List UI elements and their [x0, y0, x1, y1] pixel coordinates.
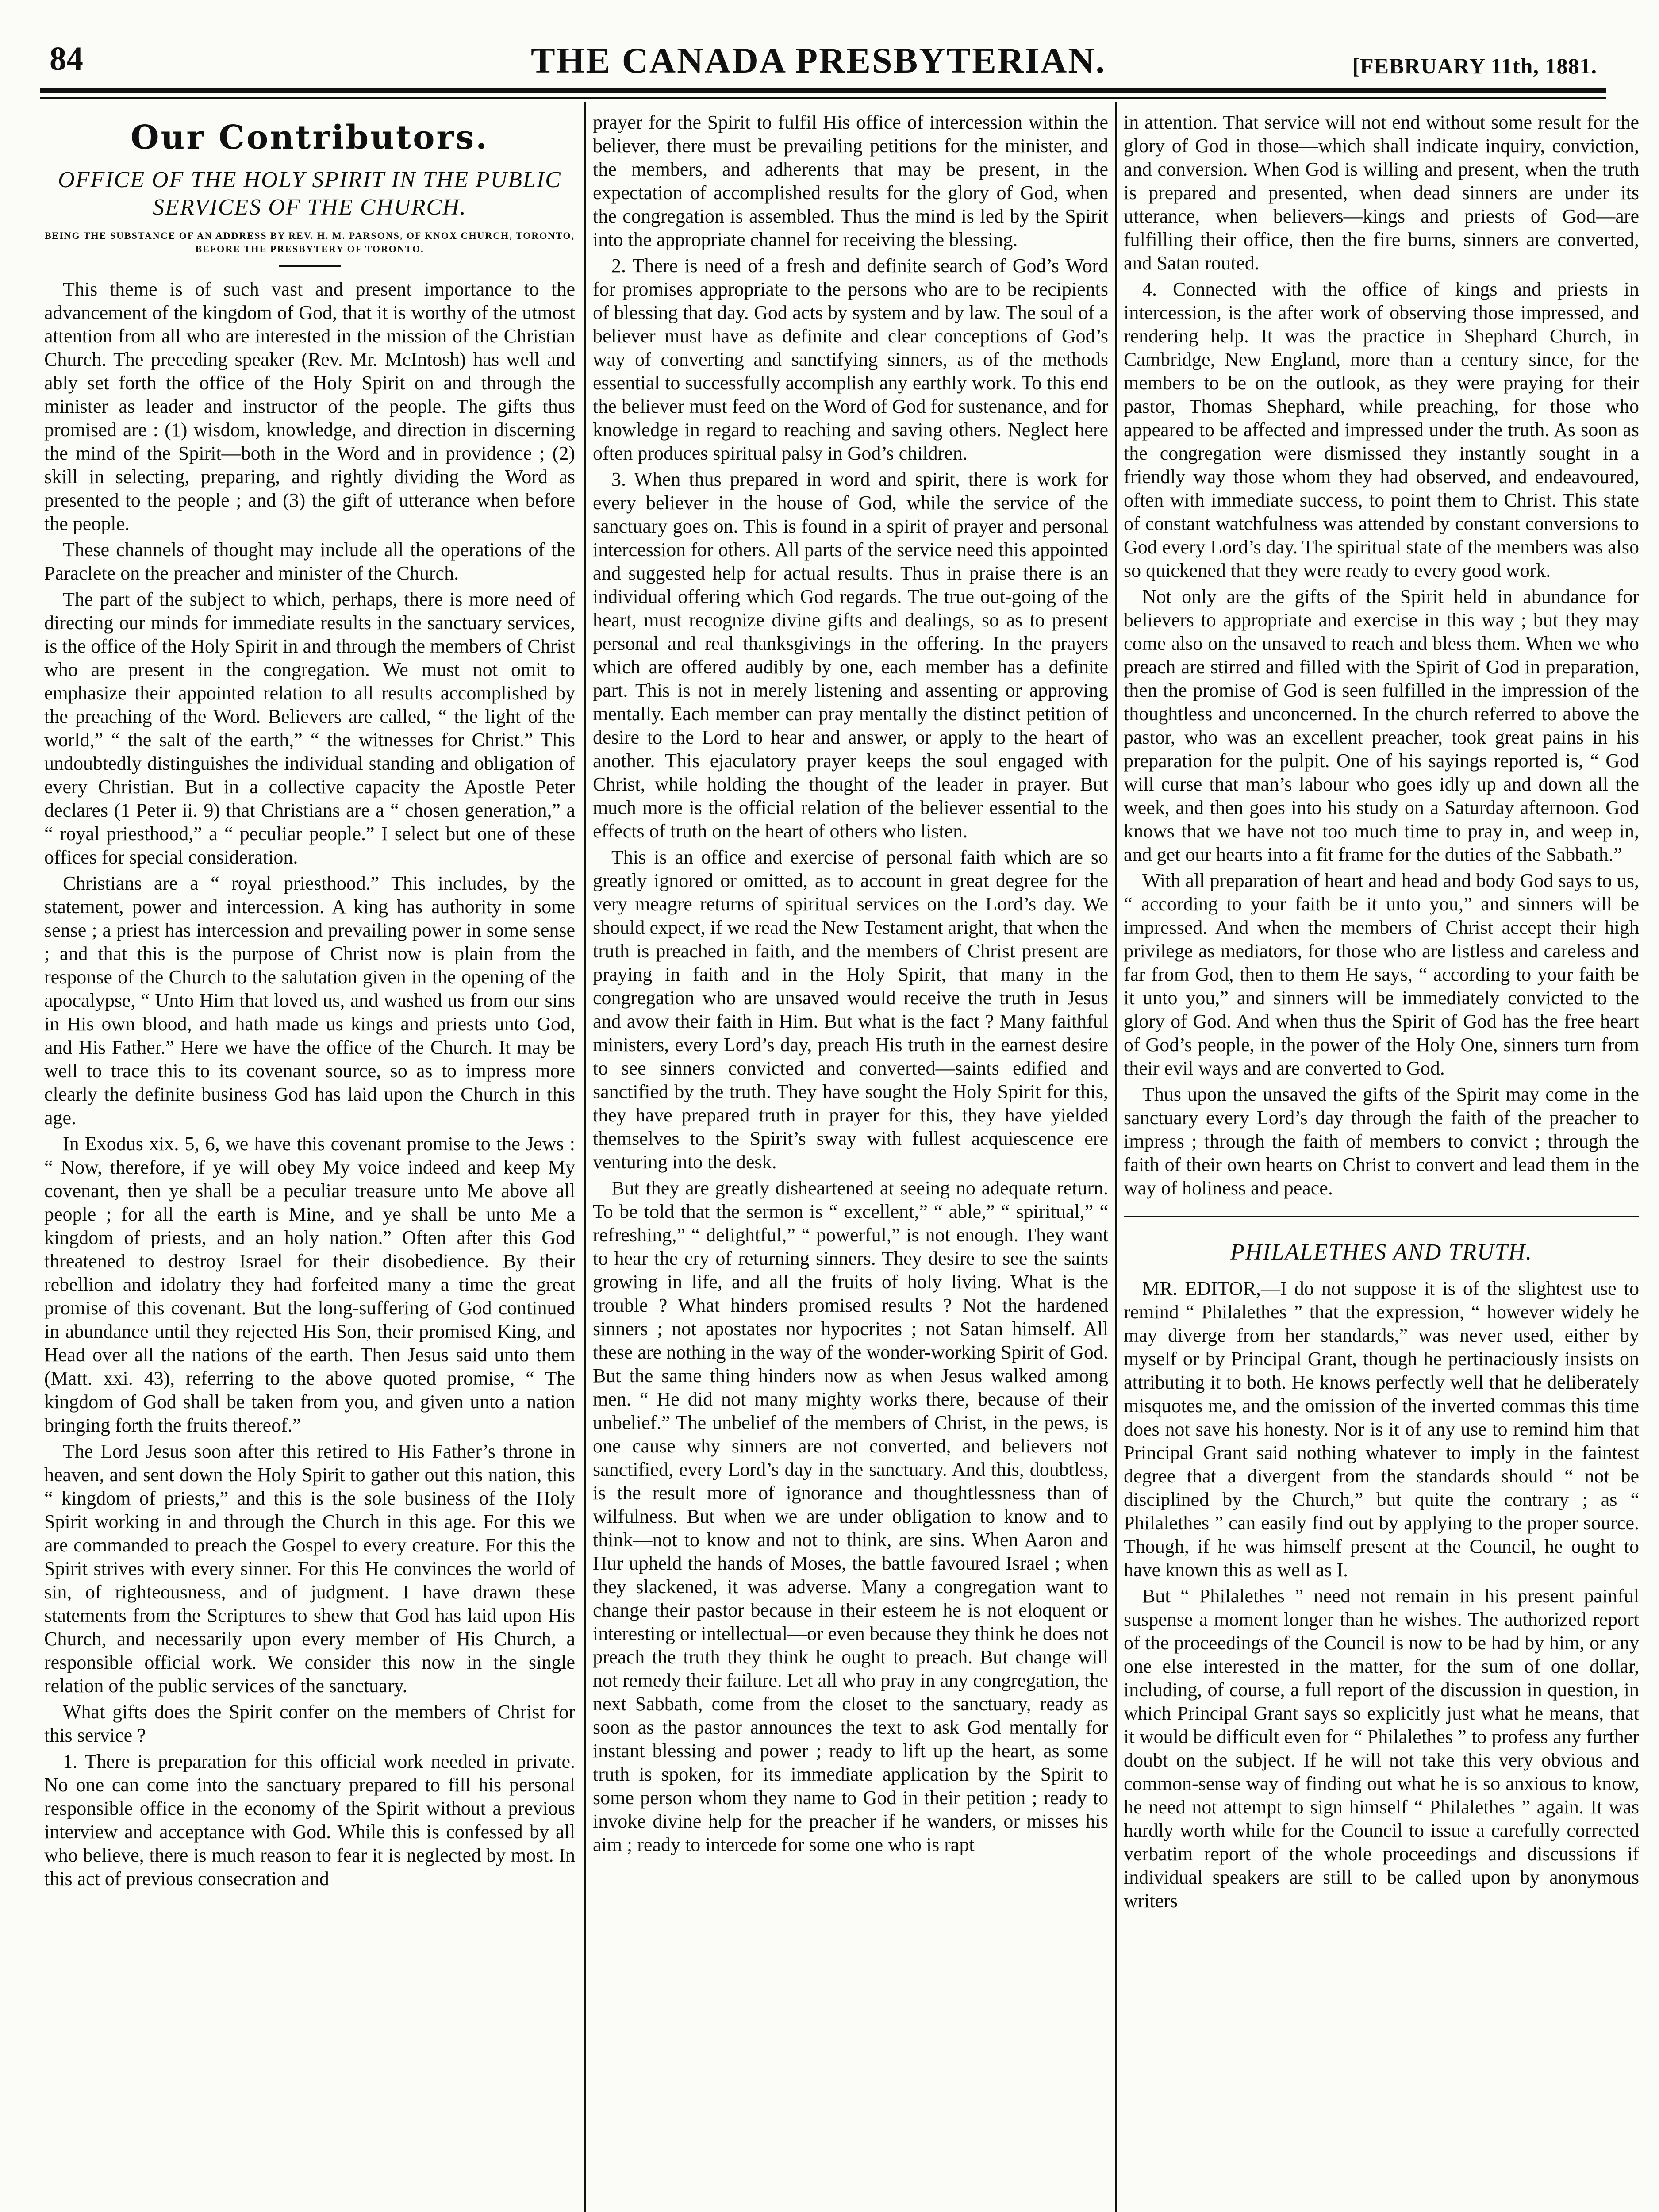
paragraph: MR. EDITOR,—I do not suppose it is of the slightest use to remind “ Philalethes ” that the expression, “ however widely he may diverge from her standards,” was never used, either by myself or by Principal Grant, though he pertinaciously insists on attributing it to both. He knows perfectly well that he deliberately misquotes me, and the omission of the inverted commas this time does not save his honesty. Nor is it of any use to remind him that Principal Grant said nothing whatever to imply in the faintest degree that a divergent from the standards should “ not be disciplined by the Church,” but quite the contrary ; as “ Philalethes ” can easily find out by applying to the proper source. Though, if he was himself present at the Council, he ought to have known this as well as I. [1124, 1278, 1639, 1581]
byline-rule [279, 265, 341, 267]
paragraph: 2. There is need of a fresh and definite search of God’s Word for promises appropriate to the persons who are to be recipients of blessing that day. God acts by system and by law. The soul of a believer must have as definite and clear conceptions of God’s way of converting and sanctifying sinners, as of the methods essential to successfully accomplish any earthly work. To this end the believer must feed on the Word of God for sustenance, and for knowledge in regard to reaching and saving others. Neglect here often produces spiritual palsy in God’s children. [593, 255, 1108, 464]
paragraph: But “ Philalethes ” need not remain in his present painful suspense a moment longer than he wishes. The authorized report of the proceedings of the Council is now to be had by him, or any one else interested in the matter, for the sum of one dollar, including, of course, a full report of the discussion in question, in which Principal Grant says so explicitly just what he means, that it would be difficult even for “ Philalethes ” to profess any further doubt on the subject. If he will not take this very obvious and common-sense way of finding out what he is so anxious to know, he need not attempt to sign himself “ Philalethes ” again. It was hardly worth while for the Council to issue a carefully corrected verbatim report of the whole proceedings and discussions if individual speakers are still to be called upon by anonymous writers [1124, 1585, 1639, 1912]
article-separator [1124, 1216, 1639, 1217]
paragraph: With all preparation of heart and head and body God says to us, “ according to your faith be it unto you,” and sinners will be impressed. And when the members of Christ accept their high privilege as mediators, for those who are listless and careless and far from God, then to them He says, “ according to your faith be it unto you,” and sinners will be immediately convicted to the glory of God. And when thus the Spirit of God has the free heart of God’s people, in the power of the Holy One, sinners turn from their evil ways and are converted to God. [1124, 870, 1639, 1079]
paragraph: This is an office and exercise of personal faith which are so greatly ignored or omitted, as to account in great degree for the very meagre returns of spiritual services on the Lord’s day. We should expect, if we read the New Testament aright, that when the truth is preached in faith, and the members of Christ present are praying in faith and in the Holy Spirit, that many in the congregation who are unsaved would receive the truth in Jesus and avow their faith in Him. But what is the fact ? Many faithful ministers, every Lord’s day, preach His truth in the earnest desire to see sinners convicted and converted—saints edified and sanctified by the truth. They have sought the Holy Spirit for this, they have prepared truth in prayer for this, they have yielded themselves to the Spirit’s sway with fullest acquiescence ere venturing into the desk. [593, 846, 1108, 1173]
paragraph: Christians are a “ royal priesthood.” This includes, by the statement, power and intercession. A king has authority in some sense ; a priest has intercession and prevailing power in some sense ; and that this is the purpose of Christ now is plain from the response of the Church to the salutation given in the opening of the apocalypse, “ Unto Him that loved us, and washed us from our sins in His own blood, and hath made us kings and priests unto God, and His Father.” Here we have the office of the Church. It may be well to trace this to its covenant source, so as to impress more clearly the definite business God has laid upon the Church in this age. [44, 872, 575, 1129]
masthead-rule-thick [40, 88, 1606, 93]
paragraph: Thus upon the unsaved the gifts of the Spirit may come in the sanctuary every Lord’s day through the faith of the preacher to impress ; through the faith of members to convict ; through the faith of their own hearts on Christ to convert and lead them in the way of holiness and peace. [1124, 1083, 1639, 1199]
paragraph: Not only are the gifts of the Spirit held in abundance for believers to appropriate and exercise in this way ; but they may come also on the unsaved to reach and bless them. When we who preach are stirred and filled with the Spirit of God in preparation, then the promise of God is seen fulfilled in the impression of the thoughtless and unconcerned. In the church referred to above the pastor, who was an excellent preacher, took great pains in his preparation for the pulpit. One of his sayings reported is, “ God will curse that man’s labour who goes idly up and down all the week, and then goes into his study on a Saturday afternoon. God knows that we have not too much time to pray in, and weep in, and get our hearts into a fit frame for the duties of the Sabbath.” [1124, 586, 1639, 865]
column-2 [593, 111, 1108, 2212]
paragraph: This theme is of such vast and present importance to the advancement of the kingdom of God, that it is worthy of the utmost attention from all who are interested in the mission of the Christian Church. The preceding speaker (Rev. Mr. McIntosh) has well and ably set forth the office of the Holy Spirit on and through the minister as leader and instructor of the people. The gifts thus promised are : (1) wisdom, knowledge, and direction in discerning the mind of the Spirit—both in the Word and in providence ; (2) skill in selecting, preparing, and rightly dividing the Word as presented to the people ; and (3) the gift of utterance when before the people. [44, 278, 575, 534]
article-title: OFFICE OF THE HOLY SPIRIT IN THE PUBLIC SERVICES OF THE CHURCH. [58, 167, 561, 220]
article-byline: BEING THE SUBSTANCE OF AN ADDRESS BY REV. H. M. PARSONS, OF KNOX CHURCH, TORONTO, BEFORE THE PRESBYTERY OF TORONTO. [44, 230, 575, 254]
paragraph: 4. Connected with the office of kings and priests in intercession, is the after work of observing those impressed, and rendering help. It was the practice in Shephard Church, in Cambridge, New England, more than a century since, for the members to be on the outlook, as they were praying for their pastor, Thomas Shephard, while preaching, for those who appeared to be affected and impressed under the truth. As soon as the congregation were dismissed they instantly sought in a friendly way those whom they had observed, and endeavoured, often with immediate success, to point them to Christ. This state of constant watchfulness was attended by constant conversions to God every Lord’s day. The spiritual state of the members was also so quickened that they were ready to every good work. [1124, 278, 1639, 581]
masthead-rule-thin [40, 97, 1606, 99]
issue-date: [FEBRUARY 11th, 1881. [1352, 54, 1597, 78]
column-1 [44, 111, 575, 2212]
newspaper-title: THE CANADA PRESBYTERIAN. [531, 40, 1106, 81]
paragraph: In Exodus xix. 5, 6, we have this covenant promise to the Jews : “ Now, therefore, if ye will obey My voice indeed and keep My covenant, then ye shall be a peculiar treasure unto Me above all people ; for all the earth is Mine, and ye shall be unto Me a kingdom of priests, and an holy nation.” Often after this God threatened to destroy Israel for their disobedience. By their rebellion and idolatry they had forfeited many a time the great promise of this covenant. But the long-suffering of God continued in abundance until they rejected His Son, their promised King, and Head over all the nations of the earth. Then Jesus said unto them (Matt. xxi. 43), referring to the above quoted promise, “ The kingdom of God shall be taken from you, and given unto a nation bringing forth the fruits thereof.” [44, 1133, 575, 1436]
paragraph: But they are greatly disheartened at seeing no adequate return. To be told that the sermon is “ excellent,” “ able,” “ spiritual,” “ refreshing,” “ delightful,” “ powerful,” is not enough. They want to hear the cry of returning sinners. They desire to see the saints growing in life, and all the fruits of holy living. What is the trouble ? What hinders promised results ? Not the hardened sinners ; not apostates nor hypocrites ; not Satan himself. All these are nothing in the way of the wonder-working Spirit of God. But the same thing hinders now as when Jesus walked among men. “ He did not many mighty works there, because of their unbelief.” The unbelief of the members of Christ, in the pews, is one cause why sinners are not converted, and believers not sanctified, every Lord’s day in the sanctuary. And this, doubtless, is the result more of ignorance and thoughtlessness than of wilfulness. But when we are under obligation to know and to think—not to know and not to think, are sins. When Aaron and Hur upheld the hands of Moses, the battle favoured Israel ; when they slackened, it was adverse. Many a congregation want to change their pastor because in their esteem he is not eloquent or interesting or intellectual—or even because they think he does not preach the truth they think he ought to preach. But change will not remedy their failure. Let all who pray in any congregation, the next Sabbath, come from the closet to the sanctuary, ready as soon as the pastor announces the text to ask God mentally for instant blessing and power ; ready to lift up the heart, as some truth is spoken, for its immediate application by the Spirit to some person whom they name to God in their petition ; ready to invoke divine help for the preacher if he wanders, or misses his aim ; ready to intercede for some one who is rapt [593, 1177, 1108, 1855]
column-3 [1124, 111, 1639, 2212]
paragraph: in attention. That service will not end without some result for the glory of God in those—which shall indicate inquiry, conviction, and conversion. When God is willing and present, when the truth is prepared and presented, when dead sinners are under its utterance, when believers—kings and priests of God—are fulfilling their office, then the fire burns, sinners are converted, and Satan routed. [1124, 111, 1639, 274]
column-divider [584, 102, 586, 2212]
paragraph: What gifts does the Spirit confer on the members of Christ for this service ? [44, 1701, 575, 1746]
department-heading: Our Contributors. [131, 119, 489, 157]
paragraph: These channels of thought may include all the operations of the Paraclete on the preacher and minister of the Church. [44, 539, 575, 584]
letter-title: PHILALETHES AND TRUTH. [1230, 1240, 1532, 1265]
paragraph: 1. There is preparation for this official work needed in private. No one can come into the sanctuary prepared to fill his personal responsible office in the economy of the Spirit without a previous interview and acceptance with God. While this is confessed by all who believe, there is much reason to fear it is neglected by most. In this act of previous consecration and [44, 1751, 575, 1889]
masthead [40, 35, 1597, 84]
paragraph: prayer for the Spirit to fulfil His office of intercession within the believer, there must be prevailing petitions for the minister, and the members, and adherents that may be present, in the expectation of accomplished results for the glory of God, when the congregation is assembled. Thus the mind is led by the Spirit into the appropriate channel for receiving the blessing. [593, 111, 1108, 250]
page-number: 84 [50, 40, 83, 77]
column-divider [1115, 102, 1117, 2212]
paragraph: 3. When thus prepared in word and spirit, there is work for every believer in the house of God, while the service of the sanctuary goes on. This is found in a spirit of prayer and personal intercession for others. All parts of the service need this appointed and suggested help for actual results. Thus in praise there is an individual offering which God regards. The true out-going of the heart, must recognize divine gifts and dealings, so as to present personal and real thanksgivings in the offering. In the prayers which are offered audibly by one, each member has a definite part. This is not in merely listening and assenting or approving mentally. Each member can pray mentally the distinct petition of desire to the Lord to hear and answer, or apply to the heart of another. This ejaculatory prayer keeps the soul engaged with Christ, while holding the thought of the leader in prayer. But much more is the official relation of the believer essential to the effects of truth on the heart of others who listen. [593, 469, 1108, 842]
paragraph: The Lord Jesus soon after this retired to His Father’s throne in heaven, and sent down the Holy Spirit to gather out this nation, this “ kingdom of priests,” and this is the sole business of the Holy Spirit working in and through the Church in this age. For this we are commanded to preach the Gospel to every creature. For this the Spirit strives with every sinner. For this He convinces the world of sin, of righteousness, and of judgment. I have drawn these statements from the Scriptures to shew that God has laid upon His Church, and necessarily upon every member of His Church, a responsible official work. We consider this now in the single relation of the public services of the sanctuary. [44, 1440, 575, 1697]
paragraph: The part of the subject to which, perhaps, there is more need of directing our minds for immediate results in the sanctuary services, is the office of the Holy Spirit in and through the members of Christ who are present in the congregation. We must not omit to emphasize their appointed relation to all results accomplished by the preaching of the Word. Believers are called, “ the light of the world,” “ the salt of the earth,” “ the witnesses for Christ.” This undoubtedly distinguishes the individual standing and obligation of every Christian. But in a collective capacity the Apostle Peter declares (1 Peter ii. 9) that Christians are a “ chosen generation,” a “ royal priesthood,” a “ peculiar people.” I select but one of these offices for special consideration. [44, 588, 575, 868]
